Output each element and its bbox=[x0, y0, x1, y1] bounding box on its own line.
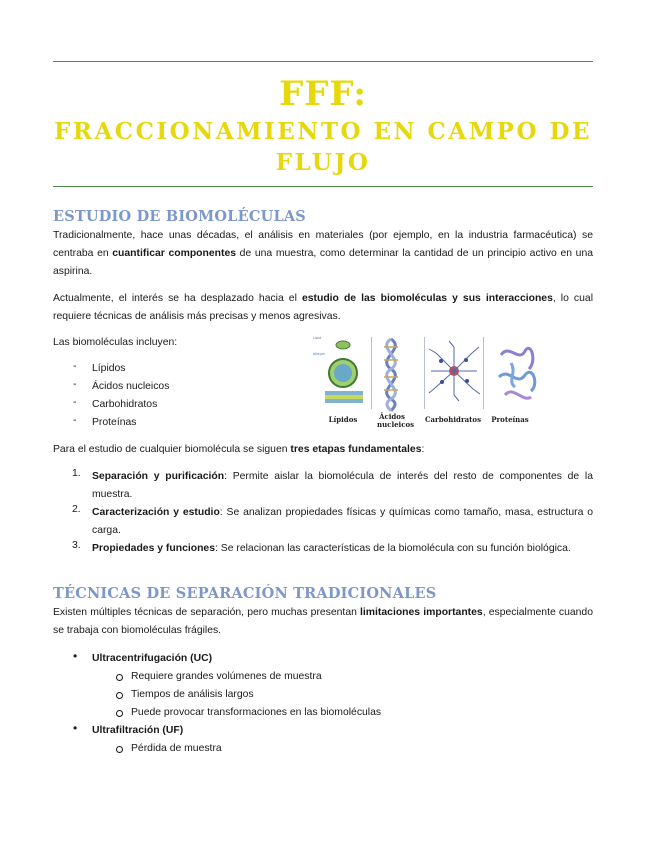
text: , lo cual requiere técnicas de análisis más precisas y menos agresivas. bbox=[53, 293, 593, 322]
text: de una muestra, como determinar la cantidad de un principio activo en una aspirina. bbox=[53, 248, 593, 277]
biomolecules-figure bbox=[311, 333, 546, 430]
text: Tradicionalmente, hace unas décadas, el análisis en materiales (por ejemplo, en la industria farmacéutica) se centraba en bbox=[53, 230, 593, 259]
title-bottom-rule bbox=[53, 186, 593, 187]
sub-bullet bbox=[116, 746, 123, 753]
bold-text: Propiedades y funciones bbox=[92, 543, 215, 554]
figure-label-lipidos: Lípidos bbox=[328, 415, 358, 424]
lipid-tiny-label: Lipid bbox=[313, 336, 322, 340]
step-item bbox=[92, 468, 593, 504]
bold-text: cuantificar componentes bbox=[112, 248, 237, 259]
technique-item: Puede provocar transformaciones en las biomoléculas bbox=[131, 707, 382, 718]
text: Existen múltiples técnicas de separación, pero muchas presentan bbox=[53, 607, 361, 618]
page-title: FFF: bbox=[279, 74, 367, 114]
bold-text: Caracterización y estudio bbox=[92, 507, 220, 518]
text: Para el estudio de cualquier biomolécula se siguen bbox=[53, 444, 291, 455]
text: , especialmente cuando se trabaja con biomoléculas frágiles. bbox=[53, 607, 593, 636]
sub-bullet bbox=[116, 674, 123, 681]
paragraph-techniques bbox=[53, 604, 593, 640]
technique-item: Requiere grandes volúmenes de muestra bbox=[131, 671, 322, 682]
technique-name: Ultrafiltración (UF) bbox=[92, 725, 184, 736]
sub-bullet bbox=[116, 692, 123, 699]
top-rule bbox=[53, 61, 593, 62]
step-number: 1. bbox=[72, 468, 81, 479]
step-number: 3. bbox=[72, 540, 81, 551]
text: : Se relacionan las características de la biomolécula con su función biológica. bbox=[215, 543, 571, 554]
bold-text: estudio de las biomoléculas y sus interacciones bbox=[301, 293, 553, 304]
page-subtitle: FRACCIONAMIENTO EN CAMPO DE FLUJO bbox=[54, 118, 592, 176]
list-dash: - bbox=[73, 397, 77, 408]
figure-divider bbox=[483, 337, 484, 409]
list-item: Lípidos bbox=[92, 363, 126, 374]
paragraph-current bbox=[53, 290, 593, 326]
list-intro: Las biomoléculas incluyen: bbox=[53, 337, 178, 348]
section-heading-biomoleculas: ESTUDIO DE BIOMOLÉCULAS bbox=[53, 208, 306, 225]
bold-text: Separación y purificación bbox=[92, 471, 225, 482]
sub-bullet bbox=[116, 710, 123, 717]
list-item: Carbohidratos bbox=[92, 399, 158, 410]
bold-text: tres etapas fundamentales bbox=[290, 444, 422, 455]
protein-icon bbox=[499, 348, 535, 398]
lipid-tiny-label: bilayer bbox=[313, 352, 325, 356]
text: : Se analizan propiedades físicas y químicas como tamaño, masa, estructura o carga. bbox=[92, 507, 593, 536]
bullet: • bbox=[73, 721, 78, 735]
bullet: • bbox=[73, 649, 78, 663]
figure-label-acidos: Ácidos nucleicos bbox=[377, 412, 415, 429]
biomolecules-illustration bbox=[311, 333, 546, 413]
figure-label-proteinas: Proteínas bbox=[491, 415, 529, 424]
text: Actualmente, el interés se ha desplazado hacia el bbox=[53, 293, 302, 304]
step-item bbox=[92, 504, 593, 540]
paragraph-traditional bbox=[53, 227, 593, 281]
list-item: Ácidos nucleicos bbox=[92, 381, 170, 392]
bold-text: limitaciones importantes bbox=[360, 607, 483, 618]
carbohydrate-icon bbox=[429, 341, 480, 401]
figure-label-carbohidratos: Carbohidratos bbox=[424, 415, 482, 424]
paragraph-stages bbox=[53, 441, 593, 459]
technique-item: Tiempos de análisis largos bbox=[131, 689, 254, 700]
list-item: Proteínas bbox=[92, 417, 137, 428]
text: : Permite aislar la biomolécula de interés del resto de componentes de la muestra. bbox=[92, 471, 593, 500]
section-heading-tecnicas: TÉCNICAS DE SEPARACIÓN TRADICIONALES bbox=[53, 585, 437, 602]
dna-icon bbox=[384, 339, 398, 411]
text: : bbox=[421, 444, 425, 455]
figure-divider bbox=[371, 337, 372, 409]
technique-name: Ultracentrifugación (UC) bbox=[92, 653, 213, 664]
step-item bbox=[92, 540, 593, 558]
list-dash: - bbox=[73, 379, 77, 390]
technique-item: Pérdida de muestra bbox=[131, 743, 222, 754]
lipid-icon bbox=[313, 336, 363, 403]
step-number: 2. bbox=[72, 504, 81, 515]
list-dash: - bbox=[73, 415, 77, 426]
list-dash: - bbox=[73, 361, 77, 372]
figure-divider bbox=[424, 337, 425, 409]
